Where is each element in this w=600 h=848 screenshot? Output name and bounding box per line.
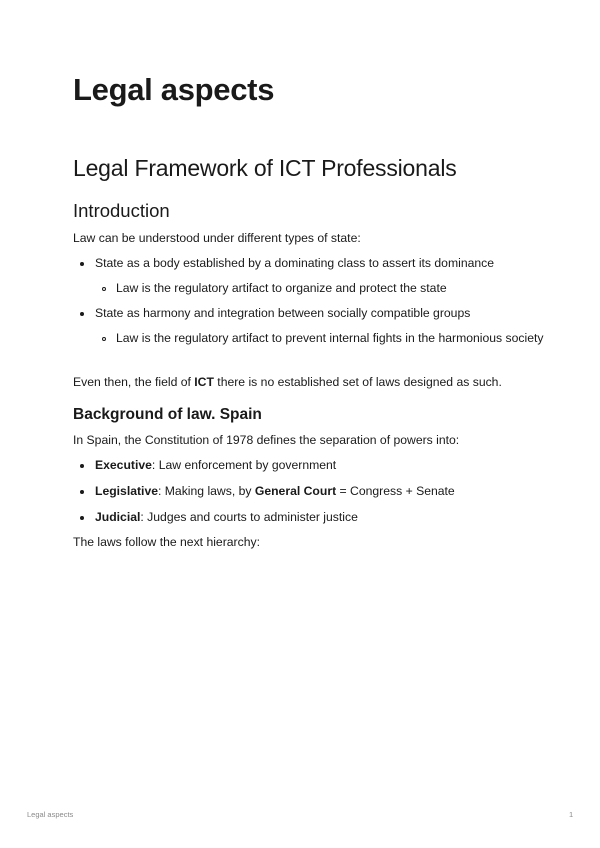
bullet-marker (80, 490, 84, 494)
sub-bullet-marker (102, 287, 106, 291)
section-heading: Legal Framework of ICT Professionals (73, 155, 457, 181)
power-judicial: Judicial: Judges and courts to administer justice (95, 510, 358, 524)
sub-bullet-marker (102, 337, 106, 341)
intro-list-item: State as a body established by a dominating class to assert its dominance (95, 256, 495, 270)
bullet-marker (80, 312, 84, 316)
intro-closing: Even then, the field of ICT there is no established set of laws designed as such. (73, 375, 502, 389)
intro-lead: Law can be understood under different types of state: (73, 231, 361, 245)
footer-title: Legal aspects (27, 810, 74, 819)
intro-sub-item: Law is the regulatory artifact to organize and protect the state (116, 281, 447, 295)
bullet-marker (80, 516, 84, 520)
background-closing: The laws follow the next hierarchy: (73, 535, 260, 549)
power-executive: Executive: Law enforcement by government (95, 458, 337, 472)
power-legislative: Legislative: Making laws, by General Court = Congress + Senate (95, 484, 455, 498)
intro-sub-item: Law is the regulatory artifact to prevent internal fights in the harmonious society (116, 331, 544, 345)
page-number: 1 (569, 810, 574, 819)
bullet-marker (80, 262, 84, 266)
intro-list-item: State as harmony and integration between socially compatible groups (95, 306, 471, 320)
document-title: Legal aspects (73, 72, 275, 107)
bullet-marker (80, 464, 84, 468)
background-lead: In Spain, the Constitution of 1978 defines the separation of powers into: (73, 433, 460, 447)
background-heading: Background of law. Spain (73, 406, 262, 423)
intro-heading: Introduction (73, 200, 170, 221)
